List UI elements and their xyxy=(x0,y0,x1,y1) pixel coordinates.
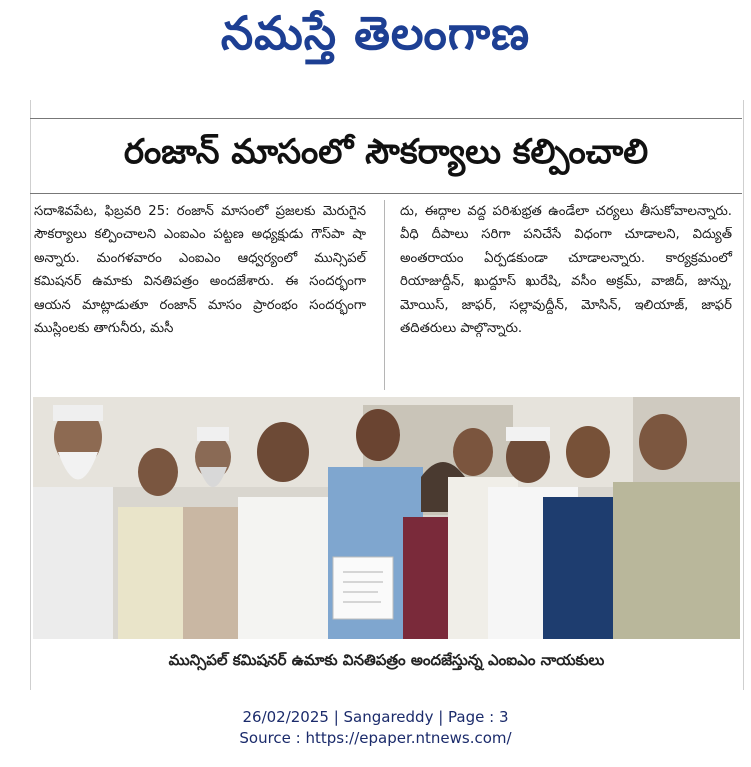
caption-text: మున్సిపల్ కమిషనర్ ఉమాకు వినతిపత్రం అందజేస్తున్న ఎంఐఎం నాయకులు xyxy=(168,651,605,669)
article-column-right: దు, ఈద్గాల వద్ద పరిశుభ్రత ఉండేలా చర్యలు తీసుకోవాలన్నారు. వీధి దీపాలు సరిగా పనిచేసే విధంగా చూడాలని, విద్యుత్ అంతరాయం ఏర్పడకుండా చూడాలన్నారు. కార్యక్రమంలో రియాజుద్దీన్, ఖుద్దూస్ ఖురేషి, వసీం అక్రమ్, వాజిద్, జున్ను, మోయిస్, జాఫర్, సల్లావుద్దీన్, మోసిన్, ఇలియాజ్, జాఫర్ తదితరులు పాల్గొన్నారు. xyxy=(400,204,732,337)
photo-caption xyxy=(33,643,740,681)
headline-text: రంజాన్ మాసంలో సౌకర్యాలు కల్పించాలి xyxy=(123,132,649,172)
masthead-title: నమస్తే తెలంగాణ xyxy=(220,6,531,60)
edition-info: 26/02/2025 | Sangareddy | Page : 3 xyxy=(242,708,509,726)
headline-bottom-rule xyxy=(30,193,742,194)
group-photo-illustration xyxy=(33,397,740,639)
newspaper-masthead xyxy=(0,0,751,78)
article-photo xyxy=(33,397,740,639)
source-link: Source : https://epaper.ntnews.com/ xyxy=(239,729,512,747)
article-column-left: సదాశివపేట, ఫిబ్రవరి 25: రంజాన్ మాసంలో ప్రజలకు మెరుగైన సౌకర్యాలు కల్పించాలని ఎంఐఎం పట్టణ అధ్యక్షుడు గౌస్‌పా షా అన్నారు. మంగళవారం ఎంఐఎం ఆధ్వర్యంలో మున్సిపల్ కమిషనర్ ఉమాకు వినతిపత్రం అందజేశారు. ఈ సందర్భంగా ఆయన మాట్లాడుతూ రంజాన్ మాసం ప్రారంభం సందర్భంగా ముస్లింలకు తాగునీరు, మసీ xyxy=(34,204,366,337)
column-divider xyxy=(384,200,385,390)
article-headline xyxy=(30,123,742,189)
headline-top-rule xyxy=(30,118,742,119)
